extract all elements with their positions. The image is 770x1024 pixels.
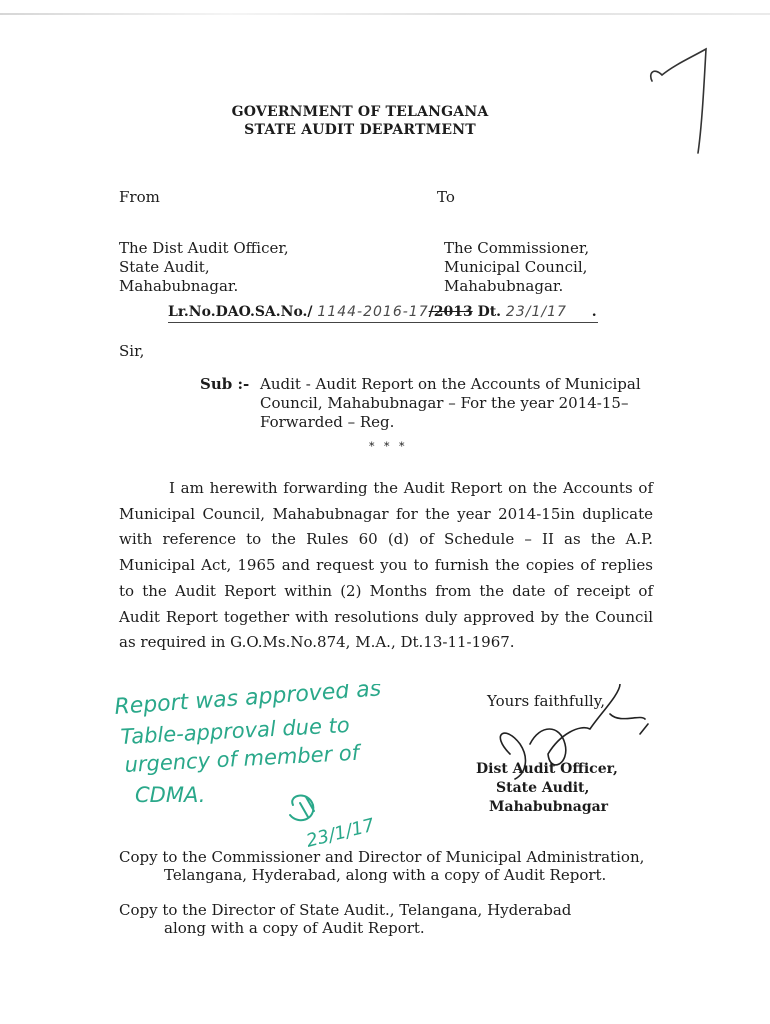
subject-text: Audit - Audit Report on the Accounts of Municipal Council, Mahabubnagar – For the year 2014-15– Forwarded – Reg.	[260, 375, 641, 431]
svg-text:CDMA.: CDMA.	[135, 783, 206, 807]
copy-to-director	[119, 901, 659, 937]
copy-to-commissioner	[119, 848, 659, 884]
copy-line: Copy to the Director of State Audit., Telangana, Hyderabad	[119, 901, 572, 919]
reference-prefix: Lr.No.DAO.SA.No./	[168, 304, 313, 320]
to-address-line: Mahabubnagar.	[444, 277, 564, 295]
letterhead-line-1: GOVERNMENT OF TELANGANA	[231, 104, 489, 120]
signatory-department: State Audit,	[496, 780, 590, 796]
separator: * * *	[369, 440, 408, 453]
date-label: Dt.	[477, 304, 502, 320]
svg-text:Report was approved as: Report was approved as	[115, 684, 382, 720]
copy-line: Telangana, Hyderabad, along with a copy of Audit Report.	[164, 866, 607, 884]
from-label: From	[119, 188, 160, 206]
letterhead-line-2: STATE AUDIT DEPARTMENT	[244, 122, 476, 138]
from-address-line: State Audit,	[119, 258, 210, 276]
from-address-line: The Dist Audit Officer,	[119, 239, 289, 257]
green-initials	[278, 785, 398, 855]
to-label: To	[437, 188, 455, 206]
handwritten-letter-number: 1144-2016-17	[317, 304, 429, 320]
copy-line: Copy to the Commissioner and Director of Municipal Administration,	[119, 848, 645, 866]
reference-line	[168, 304, 597, 320]
scan-edge-line	[0, 13, 770, 15]
letter-body: I am herewith forwarding the Audit Report on the Accounts of Municipal Council, Mahabubnagar for the year 2014-15in duplicate with reference to the Rules 60 (d) of Schedule – II as the A.P. Municipal Act, 1965 and request you to furnish the copies of replies to the Audit Report within (2) Months from the date of receipt of Audit Report together with resolutions duly approved by the Council as required in G.O.Ms.No.874, M.A., Dt.13-11-1967.	[119, 479, 653, 652]
reference-underline	[168, 322, 598, 323]
to-address-line: Municipal Council,	[444, 258, 588, 276]
svg-text:23/1/17: 23/1/17	[304, 814, 377, 852]
signatory-title: Dist Audit Officer,	[476, 761, 618, 777]
copy-line: along with a copy of Audit Report.	[164, 919, 425, 937]
reference-end: .	[591, 304, 597, 320]
struck-year: /2013	[428, 304, 473, 320]
subject-block	[200, 375, 660, 432]
from-address	[119, 239, 289, 296]
signature-block	[476, 760, 618, 817]
svg-text:urgency of member of: urgency of member of	[124, 740, 360, 777]
to-address-line: The Commissioner,	[444, 239, 590, 257]
letterhead	[0, 103, 770, 139]
signatory-place: Mahabubnagar	[489, 799, 609, 815]
closing: Yours faithfully,	[487, 692, 605, 710]
salutation: Sir,	[119, 342, 145, 360]
handwritten-date: 23/1/17	[505, 304, 567, 320]
svg-text:Table-approval due to: Table-approval due to	[120, 713, 351, 749]
from-address-line: Mahabubnagar.	[119, 277, 239, 295]
subject-label: Sub :-	[200, 375, 250, 393]
to-address	[444, 239, 589, 296]
